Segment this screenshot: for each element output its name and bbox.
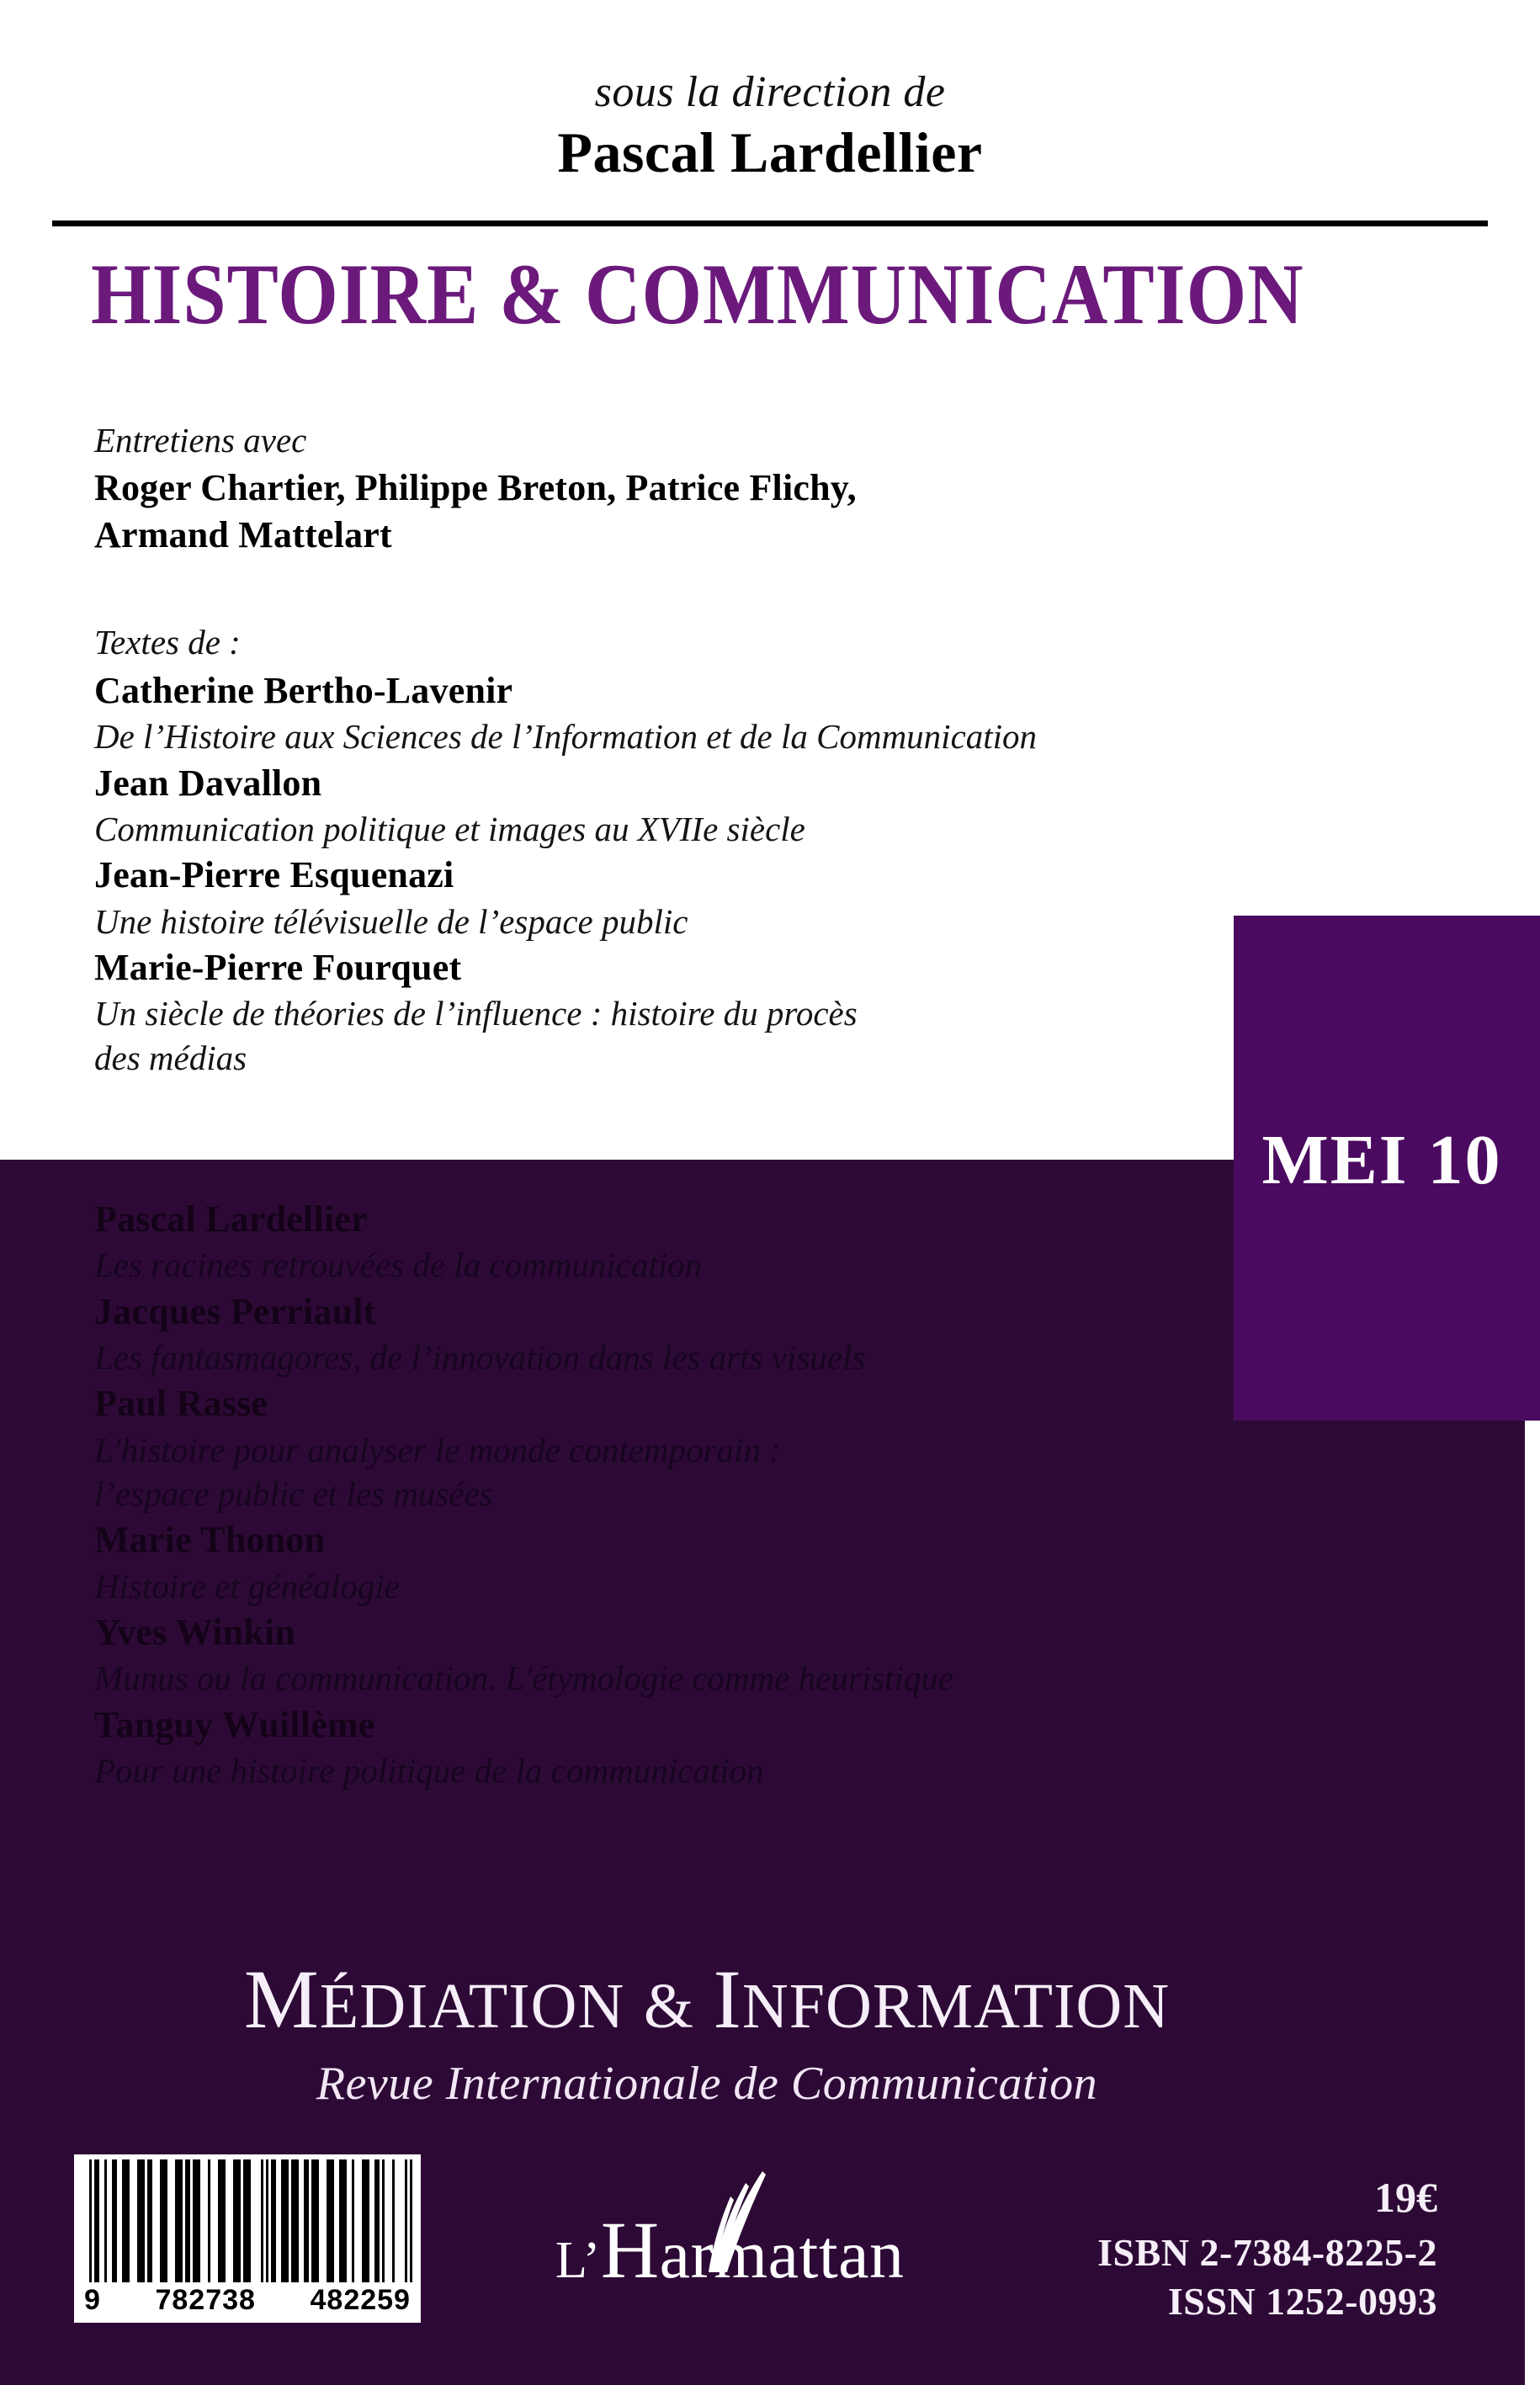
barcode-digit-group-3: 482259 (310, 2284, 411, 2316)
direction-line: sous la direction de (594, 68, 946, 116)
entry-author: Marie Thonon (94, 1519, 326, 1561)
list-item (94, 1379, 1222, 1516)
barcode-digit-group-1: 9 (84, 2284, 101, 2316)
editor-name: Pascal Lardellier (557, 120, 983, 184)
entry-author: Marie-Pierre Fourquet (94, 946, 462, 988)
entry-author: Tanguy Wuillème (94, 1703, 375, 1745)
interviews-lead-in: Entretiens avec (94, 421, 307, 459)
entry-title-line: Les racines retrouvées de la communication (94, 1246, 703, 1285)
journal-subtitle: Revue Internationale de Communication (316, 2058, 1098, 2110)
list-item (94, 667, 1222, 759)
entry-title (94, 1428, 1222, 1517)
list-item (94, 1195, 1222, 1288)
entry-author: Jean-Pierre Esquenazi (94, 854, 454, 896)
barcode-digits (81, 2284, 414, 2317)
entry-title-line: Munus ou la communication. L'étymologie comme heuristique (94, 1659, 954, 1698)
journal-name-i: I (713, 1952, 742, 2046)
list-item (94, 759, 1222, 852)
entry-title (94, 714, 1222, 758)
publisher-logo (555, 2203, 905, 2297)
journal-name-ediation: ÉDIATION (319, 1971, 625, 2042)
entry-author: Yves Winkin (94, 1612, 296, 1654)
entry-author: Jacques Perriault (94, 1290, 376, 1332)
journal-name-ampersand: & (643, 1971, 695, 2042)
issn-label: ISSN 1252-0993 (1167, 2280, 1437, 2323)
price-label: 19€ (1374, 2174, 1437, 2221)
page-title: HISTOIRE & COMMUNICATION (91, 246, 1304, 343)
entry-title (94, 991, 1222, 1080)
entry-title (94, 1656, 1222, 1700)
entry-author: Paul Rasse (94, 1383, 268, 1425)
entry-title (94, 900, 1222, 943)
entry-title (94, 807, 1222, 851)
list-item (94, 1288, 1222, 1380)
list-item (94, 851, 1222, 943)
entry-author: Pascal Lardellier (94, 1198, 368, 1240)
publisher-prefix: L’ (555, 2232, 601, 2289)
barcode (74, 2154, 421, 2323)
list-item (94, 1608, 1222, 1701)
entry-title-line: L'histoire pour analyser le monde contemporain : (94, 1430, 781, 1469)
entry-title-line: Communication politique et images au XVIIe siècle (94, 809, 805, 848)
entry-title (94, 1564, 1222, 1608)
entry-title-continuation: des médias (94, 1038, 247, 1077)
entry-title-line: Pour une histoire politique de la communication (94, 1750, 764, 1790)
entry-title-continuation: l’espace public et les musées (94, 1474, 493, 1513)
list-item (94, 1516, 1222, 1608)
entry-title-line: Histoire et généalogie (94, 1566, 400, 1606)
texts-lead-in: Textes de : (94, 623, 241, 661)
horizontal-divider (52, 220, 1488, 226)
entry-title-line: Une histoire télévisuelle de l’espace public (94, 901, 688, 941)
entry-title (94, 1336, 1222, 1379)
list-item (94, 943, 1222, 1080)
list-item (94, 1701, 1222, 1793)
entry-author: Jean Davallon (94, 762, 322, 804)
texts-block (94, 621, 1222, 1080)
journal-name-m: M (243, 1952, 320, 2046)
entry-title (94, 1243, 1222, 1287)
barcode-digit-group-2: 782738 (155, 2284, 256, 2316)
journal-name-nformation: NFORMATION (741, 1971, 1171, 2042)
publisher-initial: H (600, 2205, 660, 2295)
issue-badge-label: MEI 10 (1261, 1121, 1502, 1199)
barcode-bars (89, 2159, 414, 2282)
entry-title (94, 1749, 1222, 1793)
journal-name (0, 1951, 1414, 2048)
isbn-label: ISBN 2-7384-8225-2 (1097, 2231, 1437, 2274)
right-margin-strip (1525, 1421, 1540, 2385)
entry-author: Catherine Bertho-Lavenir (94, 670, 513, 712)
texts-block-purple (94, 1195, 1222, 1793)
publisher-rest: armattan (659, 2216, 905, 2292)
entry-title-line: Un siècle de théories de l’influence : histoire du procès (94, 994, 858, 1033)
interviews-block (94, 419, 1222, 559)
interviewees-line-1: Roger Chartier, Philippe Breton, Patrice Flichy, (94, 467, 857, 509)
entry-title-line: Les fantasmagores, de l’innovation dans les arts visuels (94, 1337, 866, 1377)
interviewees-line-2: Armand Mattelart (94, 513, 392, 555)
entry-title-line: De l’Histoire aux Sciences de l’Information et de la Communication (94, 717, 1038, 757)
